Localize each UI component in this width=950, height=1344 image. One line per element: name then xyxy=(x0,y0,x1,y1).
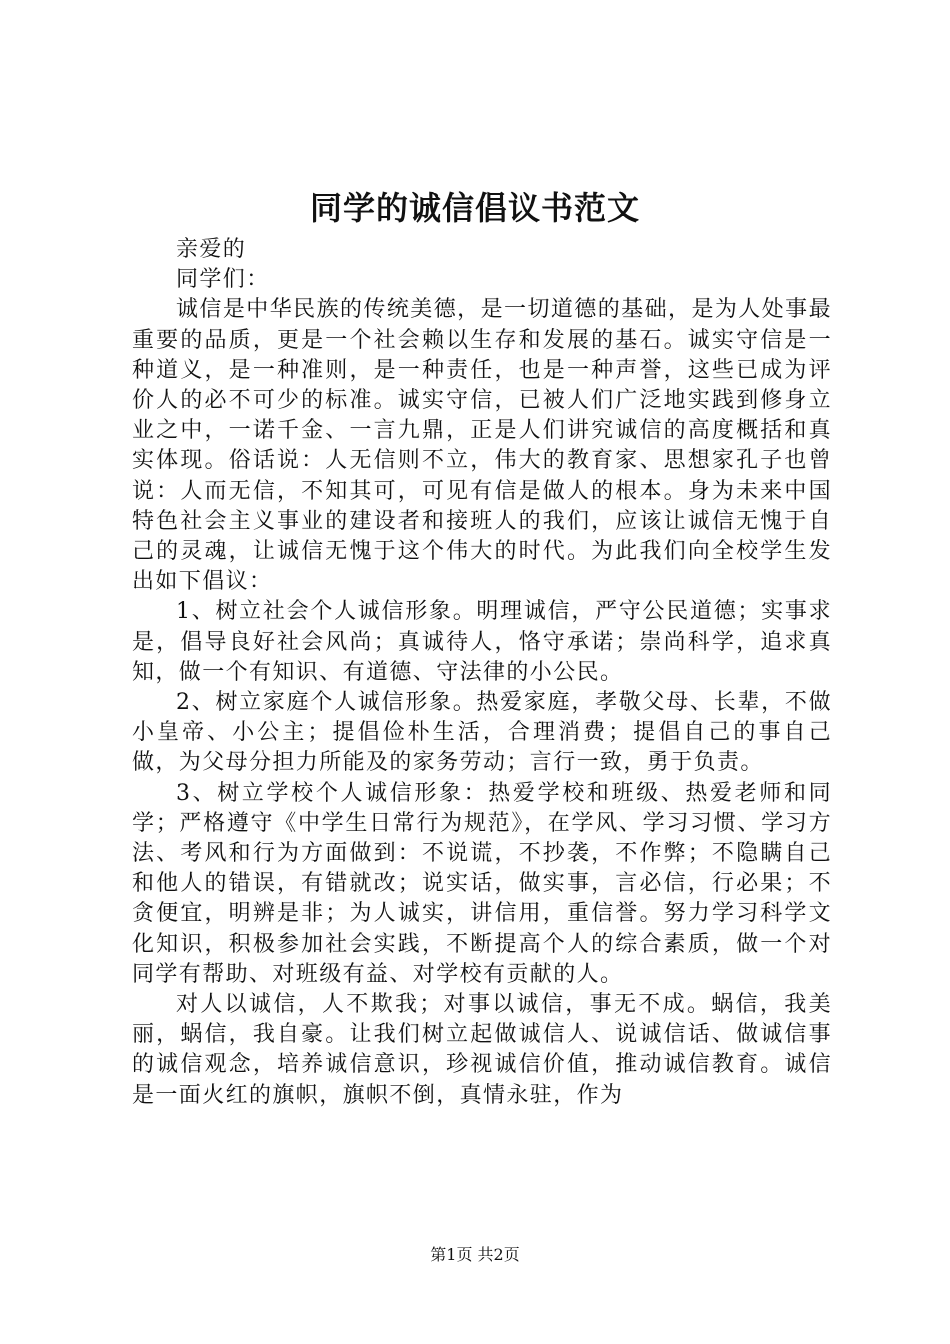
page-footer: 第1页 共2页 xyxy=(430,1245,520,1264)
paragraph-item-2: 2、树立家庭个人诚信形象。热爱家庭，孝敬父母、长辈，不做小皇帝、小公主；提倡俭朴生活，合理消费；提倡自己的事自己做，为父母分担力所能及的家务劳动；言行一致，勇于负责。 xyxy=(132,690,832,776)
paragraph-item-3: 3、树立学校个人诚信形象：热爱学校和班级、热爱老师和同学；严格遵守《中学生日常行为规范》，在学风、学习习惯、学习方法、考风和行为方面做到：不说谎，不抄袭，不作弊；不隐瞒自己和他人的错误，有错就改；说实话，做实事，言必信，行必果；不贪便宜，明辨是非；为人诚实，讲信用，重信誉。努力学习科学文化知识，积极参加社会实践，不断提高个人的综合素质，做一个对同学有帮助、对班级有益、对学校有贡献的人。 xyxy=(132,780,832,987)
paragraph-intro: 诚信是中华民族的传统美德，是一切道德的基础，是为人处事最重要的品质，更是一个社会赖以生存和发展的基石。诚实守信是一种道义，是一种准则，是一种责任，也是一种声誉，这些已成为评价人的必不可少的标准。诚实守信，已被人们广泛地实践到修身立业之中，一诺千金、一言九鼎，正是人们讲究诚信的高度概括和真实体现。俗话说：人无信则不立，伟大的教育家、思想家孔子也曾说：人而无信，不知其可，可见有信是做人的根本。身为未来中国特色社会主义事业的建设者和接班人的我们，应该让诚信无愧于自己的灵魂，让诚信无愧于这个伟大的时代。为此我们向全校学生发出如下倡议： xyxy=(132,297,832,595)
salutation-line-2: 同学们： xyxy=(176,267,270,293)
paragraph-closing: 对人以诚信，人不欺我；对事以诚信，事无不成。蜗信，我美丽，蜗信，我自豪。让我们树立起做诚信人、说诚信话、做诚信事的诚信观念，培养诚信意识，珍视诚信价值，推动诚信教育。诚信是一面火红的旗帜，旗帜不倒，真情永驻，作为 xyxy=(132,992,832,1108)
page-title: 同学的诚信倡议书范文 xyxy=(309,189,640,227)
paragraph-item-1: 1、树立社会个人诚信形象。明理诚信，严守公民道德；实事求是，倡导良好社会风尚；真诚待人，恪守承诺；崇尚科学，追求真知，做一个有知识、有道德、守法律的小公民。 xyxy=(132,599,832,685)
salutation-line-1: 亲爱的 xyxy=(176,237,247,262)
document-body xyxy=(132,235,832,1111)
